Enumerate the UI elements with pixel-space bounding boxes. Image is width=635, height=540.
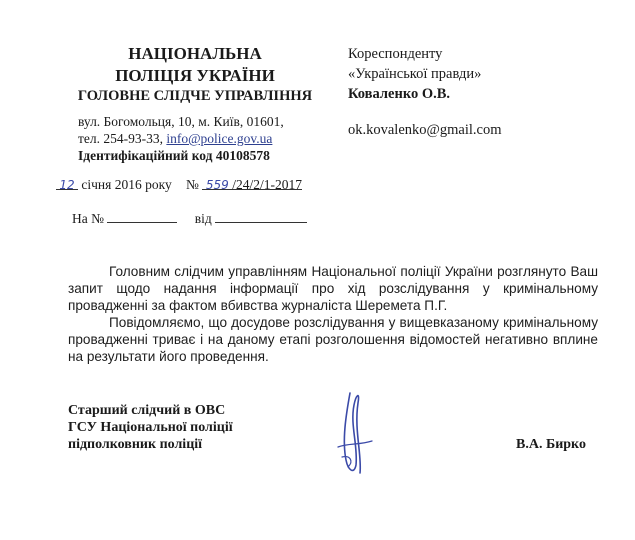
signatory-position: Старший слідчий в ОВС [68, 403, 226, 418]
signatory-rank: підполковник поліції [68, 437, 203, 452]
handwritten-signature [320, 385, 390, 485]
recipient-line1: Кореспонденту [348, 46, 443, 62]
signatory-department: ГСУ Національної поліції [68, 420, 233, 435]
recipient-email: ok.kovalenko@gmail.com [348, 122, 502, 138]
agency-title-line1: НАЦІОНАЛЬНА [128, 44, 262, 63]
reference-line [72, 210, 307, 227]
agency-id-code: Ідентифікаційний код 40108578 [78, 148, 270, 163]
registration-month-year: січня 2016 року [81, 177, 172, 192]
recipient-name: Коваленко О.В. [348, 86, 451, 102]
registration-number-suffix: /24/2/1-2017 [232, 177, 303, 192]
body-paragraph-2: Повідомляємо, що досудове розслідування у вищевказаному кримінальному провадженні триває і на даному етапі розголошення відомостей негативно вплине на результати його проведення. [68, 315, 598, 364]
signatory-name: В.А. Бирко [516, 437, 586, 452]
registration-number-handwritten: 559 [202, 177, 232, 190]
recipient-line2: «Української правди» [348, 66, 482, 82]
agency-department: ГОЛОВНЕ СЛІДЧЕ УПРАВЛІННЯ [77, 88, 313, 104]
letter-body [68, 263, 598, 365]
agency-title-line2: ПОЛІЦІЯ УКРАЇНИ [115, 66, 275, 85]
agency-contacts [78, 131, 272, 147]
registration-number: № 559 /24/2/1-2017 [186, 177, 303, 192]
reference-date-blank [215, 210, 307, 223]
registration-date [56, 177, 172, 193]
reference-number-blank [107, 210, 177, 223]
agency-address: вул. Богомольця, 10, м. Київ, 01601, [78, 114, 284, 129]
agency-phone: тел. 254-93-33, [78, 131, 163, 146]
reference-number-label: На № [72, 211, 104, 226]
agency-email-link[interactable]: info@police.gov.ua [166, 131, 273, 146]
registration-day: 12 [56, 177, 78, 190]
body-paragraph-1: Головним слідчим управлінням Національної поліції України розглянуто Ваш запит щодо надання інформації про хід розслідування у кримінальному провадженні за фактом вбивства журналіста Шеремета П.Г. [68, 264, 598, 313]
reference-date-label: від [194, 211, 212, 226]
